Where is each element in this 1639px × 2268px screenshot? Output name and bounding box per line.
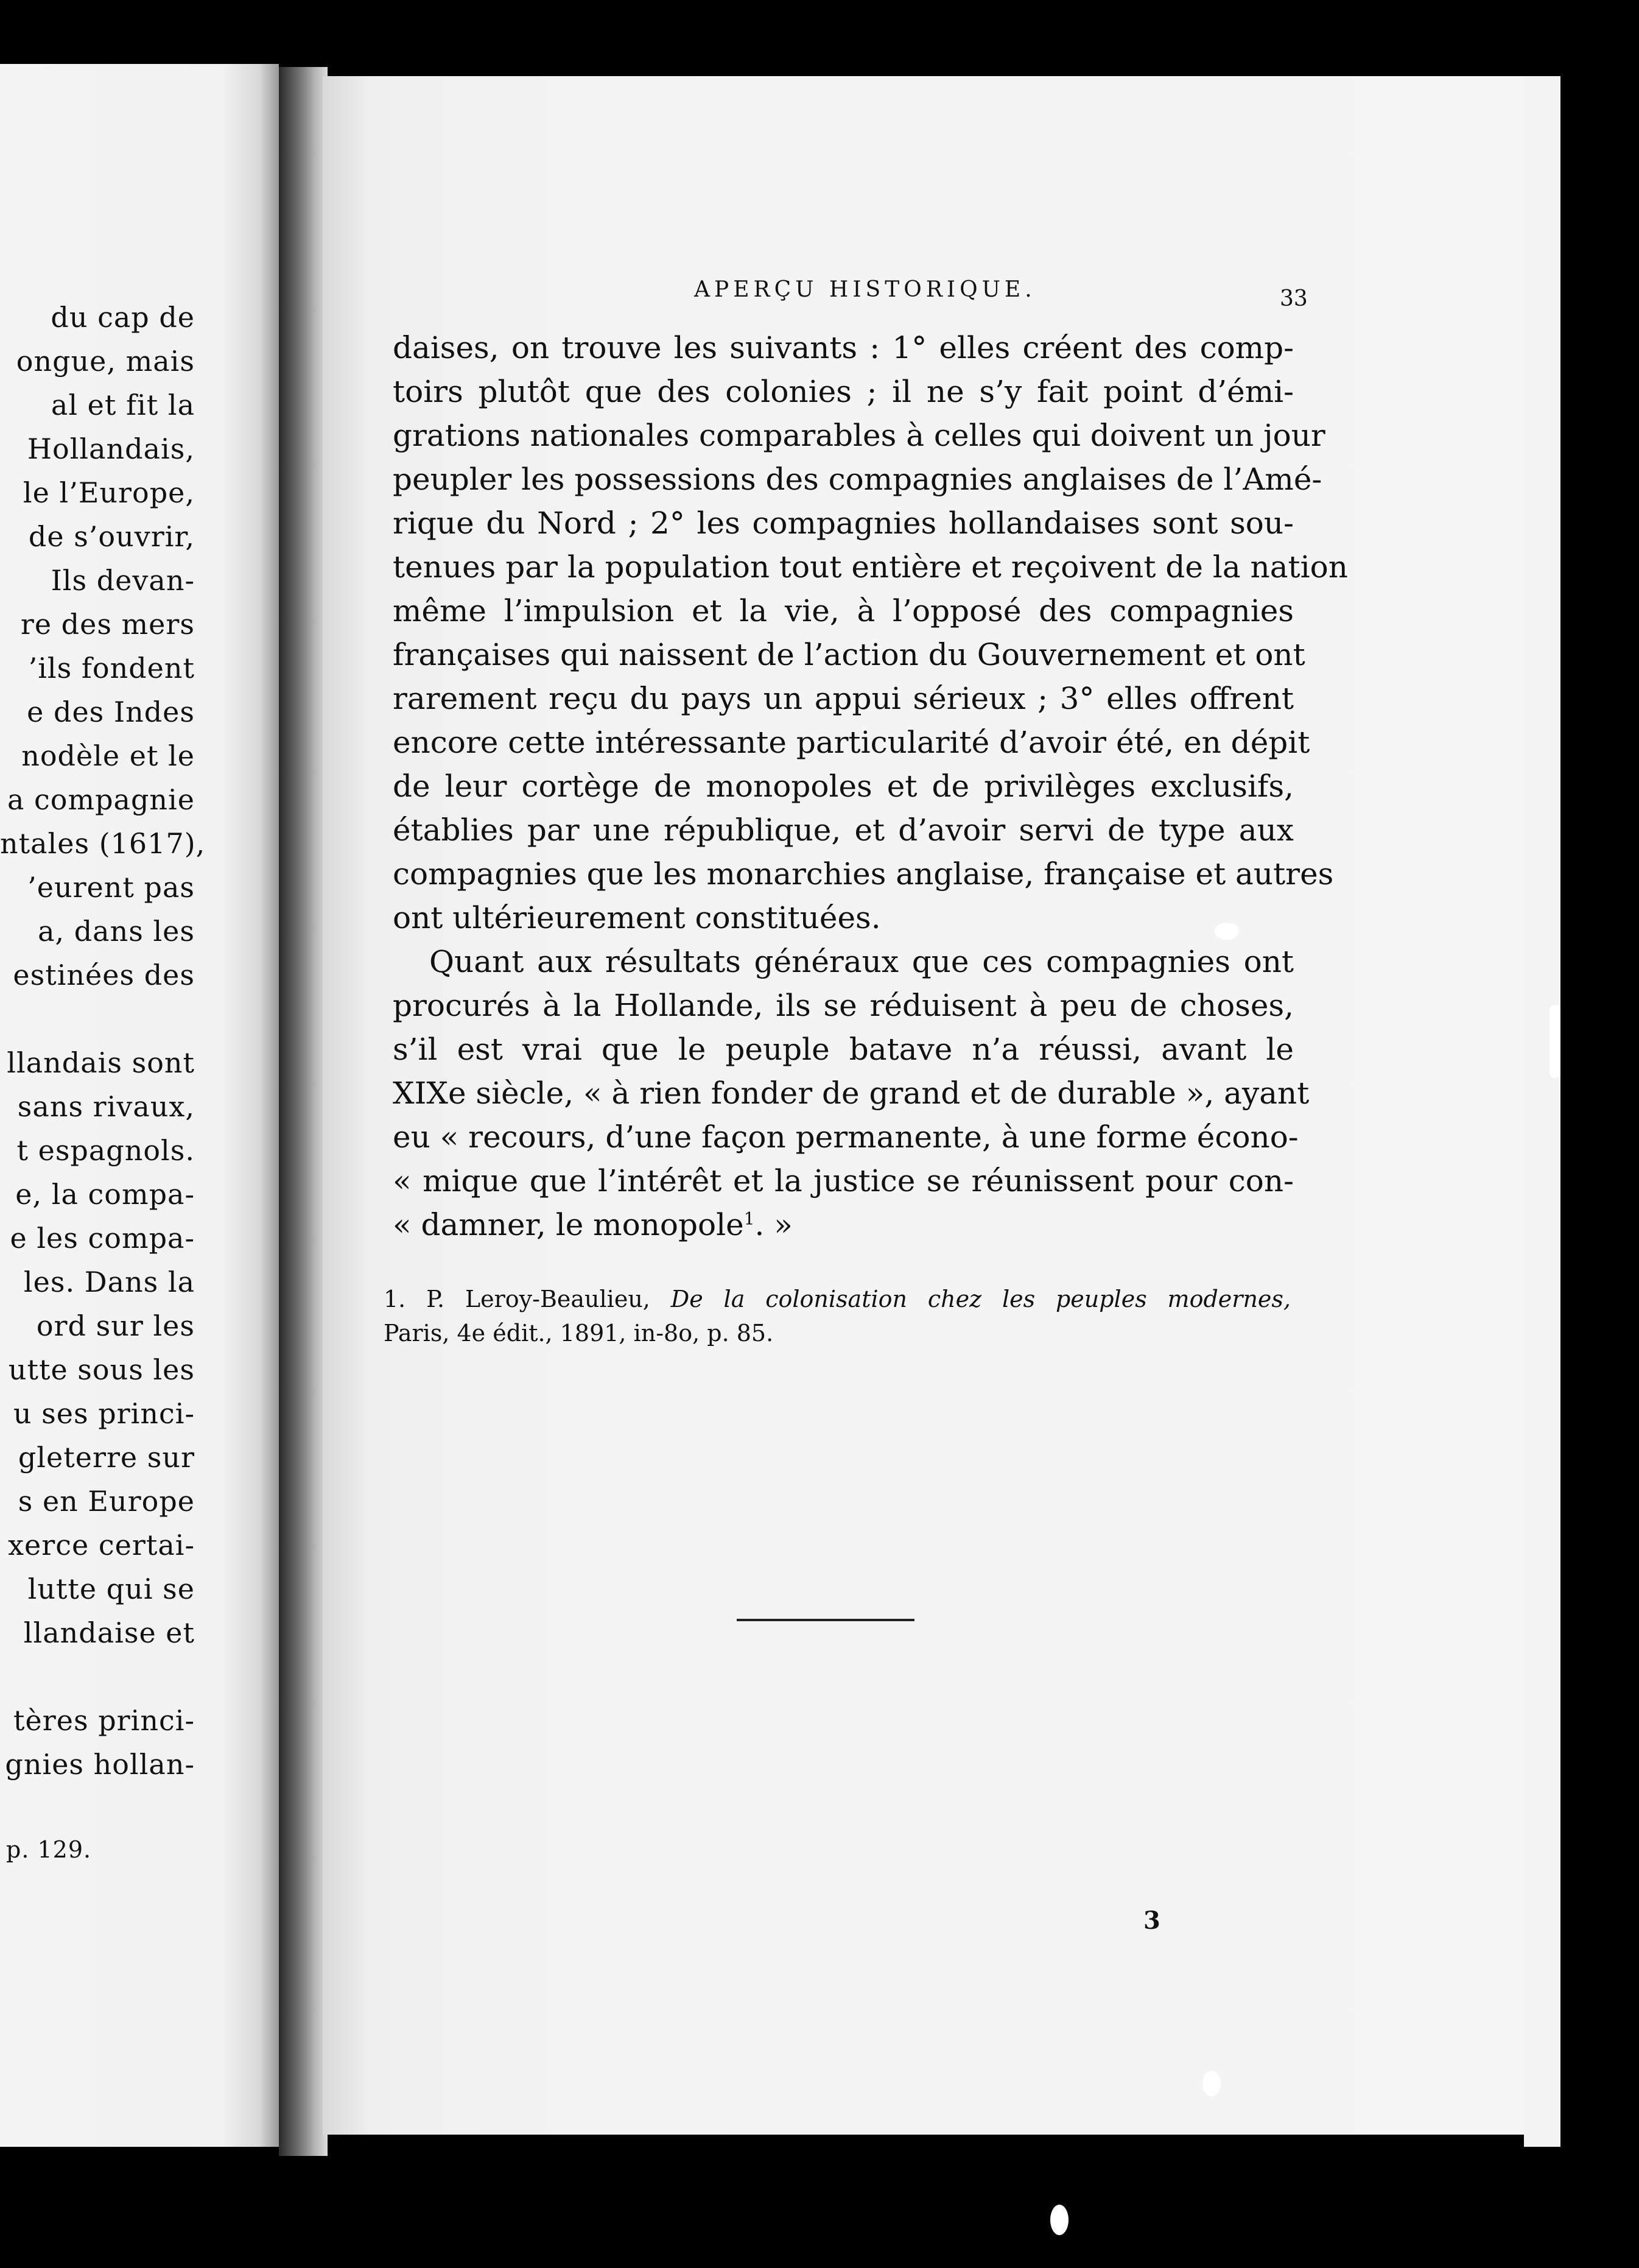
text-line: rique du Nord ; 2° les compagnies hollandaises sont sou-: [393, 505, 1294, 541]
text-line: [393, 1203, 1294, 1247]
scan-speck: [1050, 2205, 1069, 2235]
footnote-reference: 1: [743, 1208, 755, 1229]
body-text: [393, 326, 1348, 1247]
text-line: françaises qui naissent de l’action du Gouvernement et ont: [393, 637, 1305, 672]
text-line: même l’impulsion et la vie, à l’opposé des compagnies: [393, 593, 1294, 629]
footnote: [384, 1282, 1291, 1350]
left-page-line: ’eurent pas: [27, 871, 195, 904]
left-page-line: ntales (1617),: [0, 827, 206, 860]
left-page-line: t espagnols.: [16, 1134, 195, 1167]
left-page-line: Hollandais,: [27, 432, 195, 465]
text-line: peupler les possessions des compagnies anglaises de l’Amé-: [393, 462, 1322, 497]
text-line: eu « recours, d’une façon permanente, à une forme écono-: [393, 1119, 1299, 1155]
text-line: procurés à la Hollande, ils se réduisent à peu de choses,: [393, 988, 1294, 1023]
left-page-line: e, la compa-: [15, 1178, 195, 1211]
left-page-line: les. Dans la: [23, 1266, 195, 1298]
text-line: grations nationales comparables à celles qui doivent un jour: [393, 418, 1325, 453]
page-number: 33: [1280, 286, 1308, 311]
left-page-line: u ses princi-: [13, 1397, 195, 1430]
signature-mark: 3: [1143, 1906, 1160, 1935]
text-line: établies par une république, et d’avoir servi de type aux: [393, 812, 1294, 848]
left-page-line: ongue, mais: [16, 345, 195, 378]
scan-speck: [1202, 2071, 1221, 2096]
left-page-line: lutte qui se: [27, 1572, 195, 1605]
left-page-line: gnies hollan-: [5, 1748, 195, 1781]
footnote-title: De la colonisation chez les peuples modernes,: [670, 1286, 1291, 1312]
left-page-line: xerce certai-: [8, 1529, 195, 1562]
book-spine: [279, 67, 328, 2156]
left-page-line: estinées des: [13, 959, 195, 991]
left-page-line: al et fit la: [51, 389, 195, 421]
left-page-line: a compagnie: [7, 783, 195, 816]
left-page: [0, 64, 279, 2147]
left-page-text: [0, 295, 206, 1786]
left-page-line: a, dans les: [38, 915, 195, 948]
end-rule: [737, 1619, 914, 1621]
left-page-line: le l’Europe,: [23, 476, 195, 509]
text-line: tenues par la population tout entière et reçoivent de la nation: [393, 549, 1348, 585]
left-page-line: du cap de: [51, 301, 195, 334]
left-page-line: re des mers: [20, 608, 195, 641]
footnote-author: 1. P. Leroy-Beaulieu,: [384, 1286, 650, 1312]
running-head: APERÇU HISTORIQUE.: [694, 277, 1036, 302]
left-page-line: utte sous les: [8, 1353, 195, 1386]
left-page-line: tères princi-: [13, 1704, 195, 1737]
left-page-line: ’ils fondent: [28, 652, 195, 685]
left-page-line: sans rivaux,: [17, 1090, 195, 1123]
text-line: rarement reçu du pays un appui sérieux ; 3° elles offrent: [393, 681, 1294, 716]
text-fragment: . »: [754, 1207, 793, 1242]
left-page-line: llandaise et: [23, 1616, 195, 1649]
scan-speck: [1215, 923, 1239, 940]
text-line: de leur cortège de monopoles et de privilèges exclusifs,: [393, 769, 1294, 804]
left-page-line: nodèle et le: [21, 739, 195, 772]
left-page-line: e des Indes: [27, 696, 195, 728]
left-page-line: [0, 997, 195, 1041]
left-page-line: de s’ouvrir,: [28, 520, 195, 553]
left-page-footnote: p. 129.: [6, 1836, 92, 1863]
text-line: s’il est vrai que le peuple batave n’a réussi, avant le: [393, 1032, 1294, 1067]
right-page-edge: [1524, 76, 1560, 2147]
text-line: ont ultérieurement constituées.: [393, 900, 881, 935]
text-fragment: « damner, le monopole: [393, 1207, 744, 1242]
text-line: toirs plutôt que des colonies ; il ne s’y fait point d’émi-: [393, 374, 1294, 409]
text-line: encore cette intéressante particularité d’avoir été, en dépit: [393, 725, 1310, 760]
footnote-details: Paris, 4e édit., 1891, in-8o, p. 85.: [384, 1320, 774, 1347]
left-page-line: s en Europe: [18, 1485, 195, 1518]
text-line: daises, on trouve les suivants : 1° elles créent des comp-: [393, 330, 1294, 365]
left-page-line: ord sur les: [36, 1309, 195, 1342]
text-line: compagnies que les monarchies anglaise, française et autres: [393, 856, 1334, 892]
text-line: « mique que l’intérêt et la justice se réunissent pour con-: [393, 1163, 1294, 1199]
scan-speck: [1550, 1005, 1560, 1078]
left-page-line: e les compa-: [10, 1222, 195, 1255]
left-page-line: gleterre sur: [18, 1441, 195, 1474]
left-page-line: llandais sont: [7, 1046, 195, 1079]
left-page-line: Ils devan-: [51, 564, 195, 597]
footnote-line: [384, 1282, 1291, 1316]
left-page-line: [0, 1655, 195, 1699]
text-line: Quant aux résultats généraux que ces compagnies ont: [429, 944, 1294, 979]
text-line: XIXe siècle, « à rien fonder de grand et de durable », ayant: [393, 1076, 1310, 1111]
